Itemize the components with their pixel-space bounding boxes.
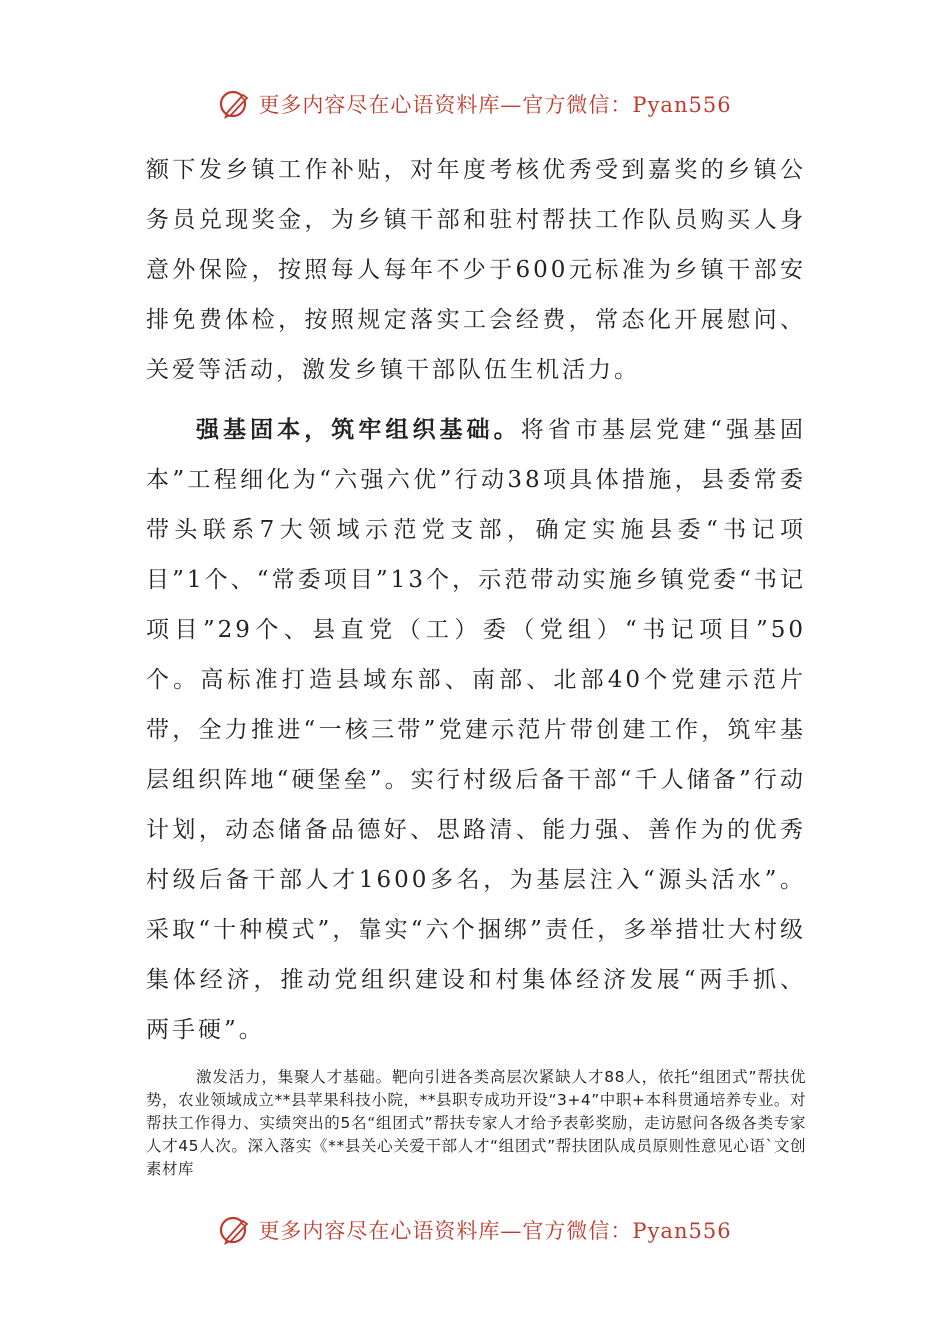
paragraph-2-text: 将省市基层党建“强基固本”工程细化为“六强六优”行动38项具体措施，县委常委带头联系7大领域示范党支部，确定实施县委“书记项目”1个、“常委项目”13个，示范带动实施乡镇党委“书记项目”29个、县直党（工）委（党组）“书记项目”50个。高标准打造县域东部、南部、北部40个党建示范片带，全力推进“一核三带”党建示范片带创建工作，筑牢基层组织阵地“硬堡垒”。实行村级后备干部“千人储备”行动计划，动态储备品德好、思路清、能力强、善作为的优秀村级后备干部人才1600多名，为基层注入“源头活水”。采取“十种模式”，靠实“六个捆绑”责任，多举措壮大村级集体经济，推动党组织建设和村集体经济发展“两手抓、两手硬”。 — [146, 417, 807, 1043]
paragraph-2 — [146, 405, 806, 1055]
pen-in-circle-icon — [218, 1213, 252, 1247]
document-body — [146, 145, 806, 1055]
paragraph-3-small: 激发活力，集聚人才基础。靶向引进各类高层次紧缺人才88人，依托“组团式”帮扶优势，农业领域成立**县苹果科技小院，**县职专成功开设“3+4”中职+本科贯通培养专业。对帮扶工作得力、实绩突出的5名“组团式”帮扶专家人才给予表彰奖励，走访慰问各级各类专家人才45人次。深入落实《**县关心关爱干部人才“组团式”帮扶团队成员原则性意见心语`文创素材库 — [146, 1068, 806, 1178]
paragraph-1: 额下发乡镇工作补贴，对年度考核优秀受到嘉奖的乡镇公务员兑现奖金，为乡镇干部和驻村帮扶工作队员购买人身意外保险，按照每人每年不少于600元标准为乡镇干部安排免费体检，按照规定落实工会经费，常态化开展慰问、关爱等活动，激发乡镇干部队伍生机活力。 — [146, 157, 806, 383]
pen-in-circle-icon — [218, 87, 252, 121]
footer-banner-text: 更多内容尽在心语资料库—官方微信：Pyan556 — [258, 1219, 732, 1243]
header-watermark-banner — [0, 84, 950, 124]
paragraph-2-heading: 强基固本，筑牢组织基础。 — [196, 416, 521, 443]
footer-watermark-banner — [0, 1210, 950, 1250]
header-banner-text: 更多内容尽在心语资料库—官方微信：Pyan556 — [258, 93, 732, 117]
